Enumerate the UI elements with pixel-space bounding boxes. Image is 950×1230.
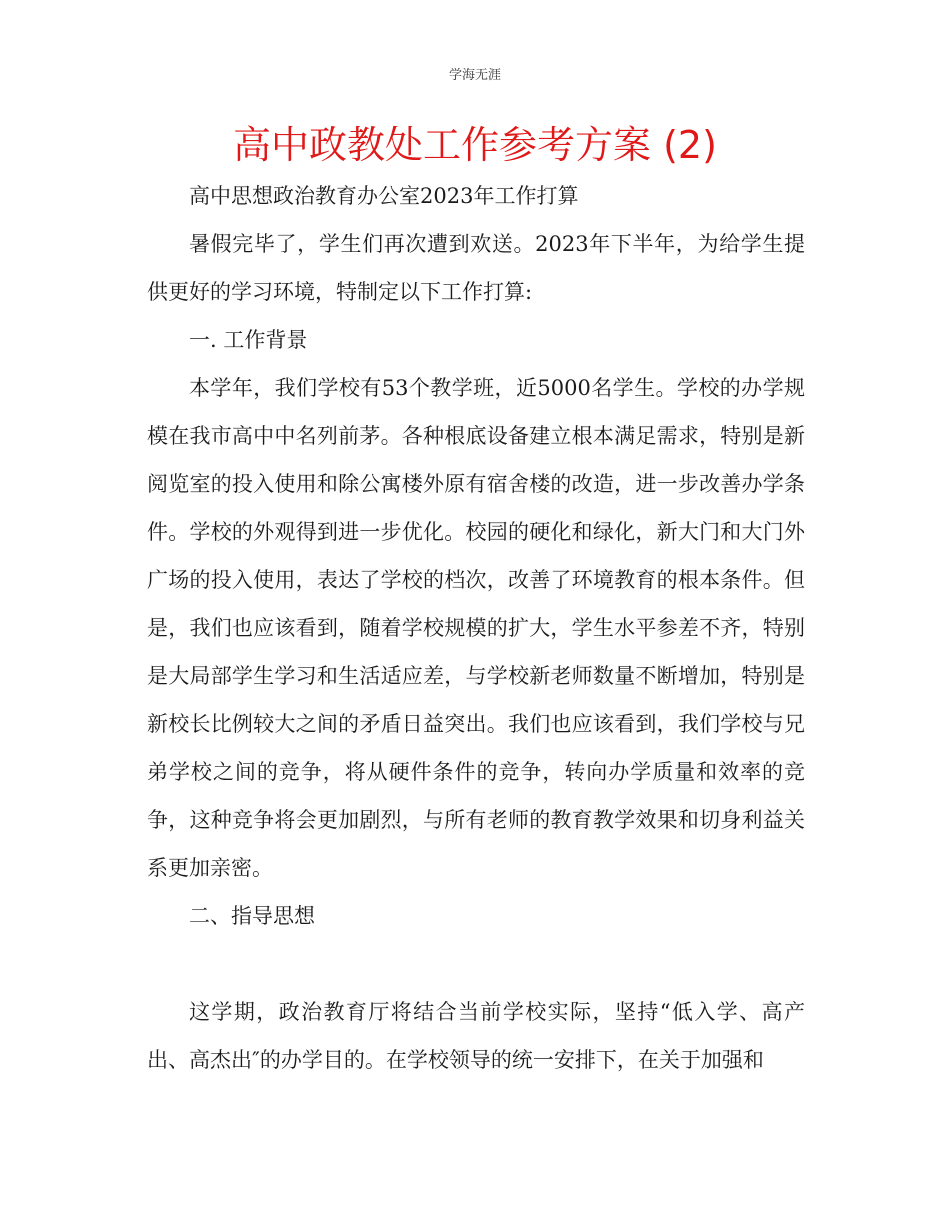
paragraph-intro: 暑假完毕了，学生们再次遭到欢送。2023年下半年，为给学生提供更好的学习环境，特制定以下工作打算: — [147, 232, 805, 304]
section-heading-background: 一. 工作背景 — [189, 328, 308, 352]
section-heading-guiding-ideology: 二、指导思想 — [189, 904, 315, 928]
document-body — [147, 172, 805, 1084]
paragraph-background: 本学年，我们学校有53个教学班，近5000名学生。学校的办学规模在我市高中中名列前茅。各种根底设备建立根本满足需求，特别是新阅览室的投入使用和除公寓楼外原有宿舍楼的改造，进一步改善办学条件。学校的外观得到进一步优化。校园的硬化和绿化，新大门和大门外广场的投入使用，表达了学校的档次，改善了环境教育的根本条件。但是，我们也应该看到，随着学校规模的扩大，学生水平参差不齐，特别是大局部学生学习和生活适应差，与学校新老师数量不断增加，特别是新校长比例较大之间的矛盾日益突出。我们也应该看到，我们学校与兄弟学校之间的竞争，将从硬件条件的竞争，转向办学质量和效率的竞争，这种竞争将会更加剧烈，与所有老师的教育教学效果和切身利益关系更加亲密。 — [147, 376, 805, 880]
document-title: 高中政教处工作参考方案 (2) — [233, 123, 717, 167]
page-header: 学海无涯 — [448, 68, 501, 83]
paragraph-spacer — [147, 940, 805, 988]
paragraph-subtitle: 高中思想政治教育办公室2023年工作打算 — [189, 184, 579, 208]
paragraph-guiding-ideology: 这学期，政治教育厅将结合当前学校实际，坚持“低入学、高产出、高杰出″的办学目的。在学校领导的统一安排下，在关于加强和 — [147, 1000, 805, 1072]
